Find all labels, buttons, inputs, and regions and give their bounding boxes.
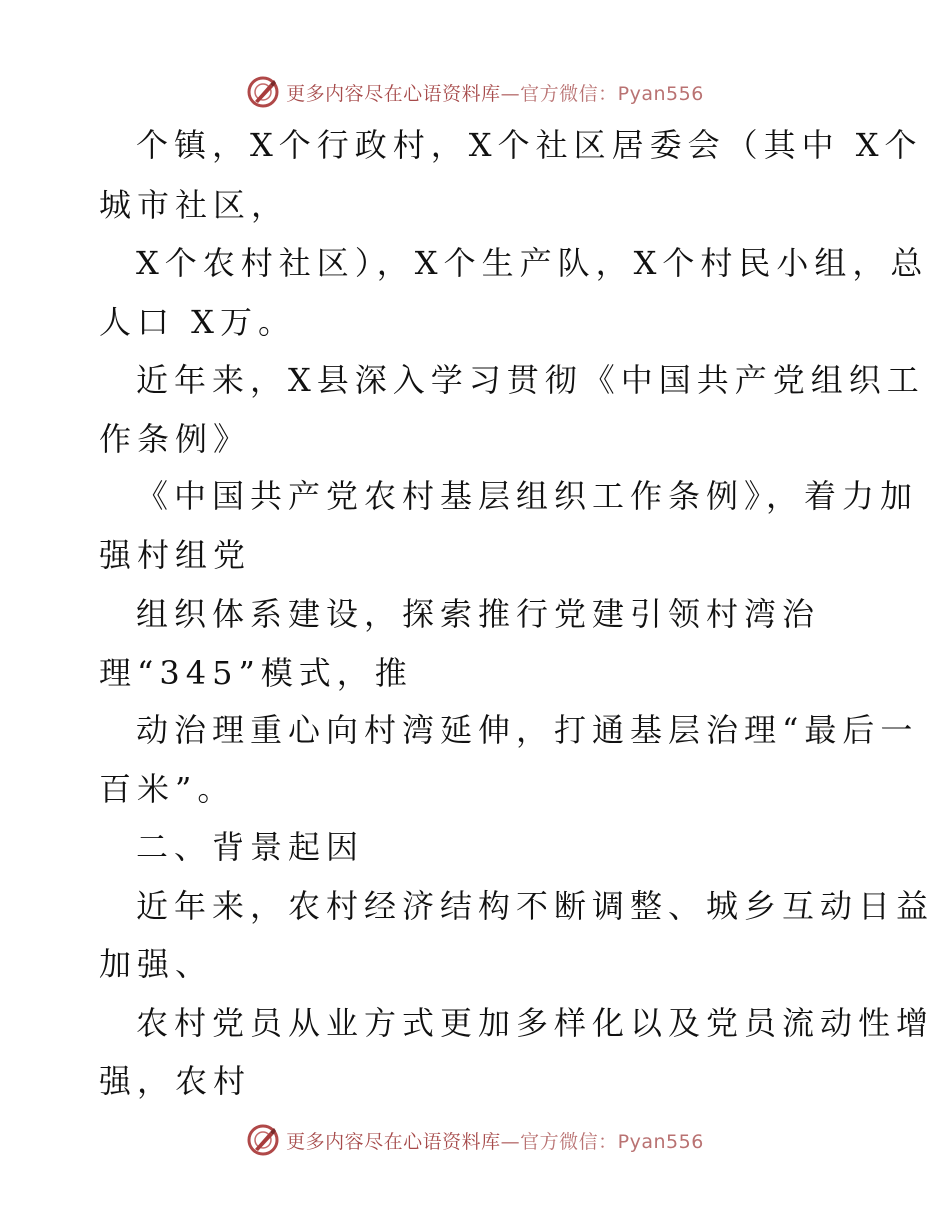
paragraph-1-line-2: 城市社区， (99, 186, 290, 224)
footer-watermark (0, 1120, 950, 1160)
paragraph-8-line-2: 强，农村 (99, 1062, 252, 1100)
watermark-lead: 更多内容尽在心语资料库 (286, 82, 501, 105)
paragraph-7-line-2: 加强、 (99, 945, 214, 983)
paragraph-5-line-2: 理“345”模式，推 (99, 654, 413, 692)
paragraph-3-line-1: 近年来，X县深入学习贯彻《中国共产党组织工 (136, 361, 925, 399)
paragraph-4-line-2: 强村组党 (99, 536, 252, 574)
watermark-text (286, 1127, 704, 1154)
paragraph-4-line-1: 《中国共产党农村基层组织工作条例》，着力加 (136, 477, 919, 515)
paragraph-6-line-2: 百米”。 (99, 770, 236, 808)
watermark-contact: —官方微信：Pyan556 (500, 1130, 704, 1153)
paragraph-3-line-2: 作条例》 (99, 420, 252, 458)
paragraph-2-line-1: X个农村社区），X个生产队，X个村民小组，总 (136, 244, 929, 282)
section-heading: 二、背景起因 (136, 828, 365, 866)
paragraph-6-line-1: 动治理重心向村湾延伸，打通基层治理“最后一 (136, 711, 919, 749)
paragraph-1-line-1: 个镇，X个行政村，X个社区居委会（其中 X个 (136, 126, 923, 164)
paragraph-2-line-2: 人口 X万。 (99, 303, 296, 341)
watermark-lead: 更多内容尽在心语资料库 (286, 1130, 501, 1153)
watermark-contact: —官方微信：Pyan556 (500, 82, 704, 105)
paragraph-5-line-1: 组织体系建设，探索推行党建引领村湾治 (136, 595, 821, 633)
paragraph-8-line-1: 农村党员从业方式更加多样化以及党员流动性增 (136, 1004, 935, 1042)
pen-nib-circle-icon (246, 1123, 280, 1157)
paragraph-7-line-1: 近年来，农村经济结构不断调整、城乡互动日益 (136, 887, 935, 925)
